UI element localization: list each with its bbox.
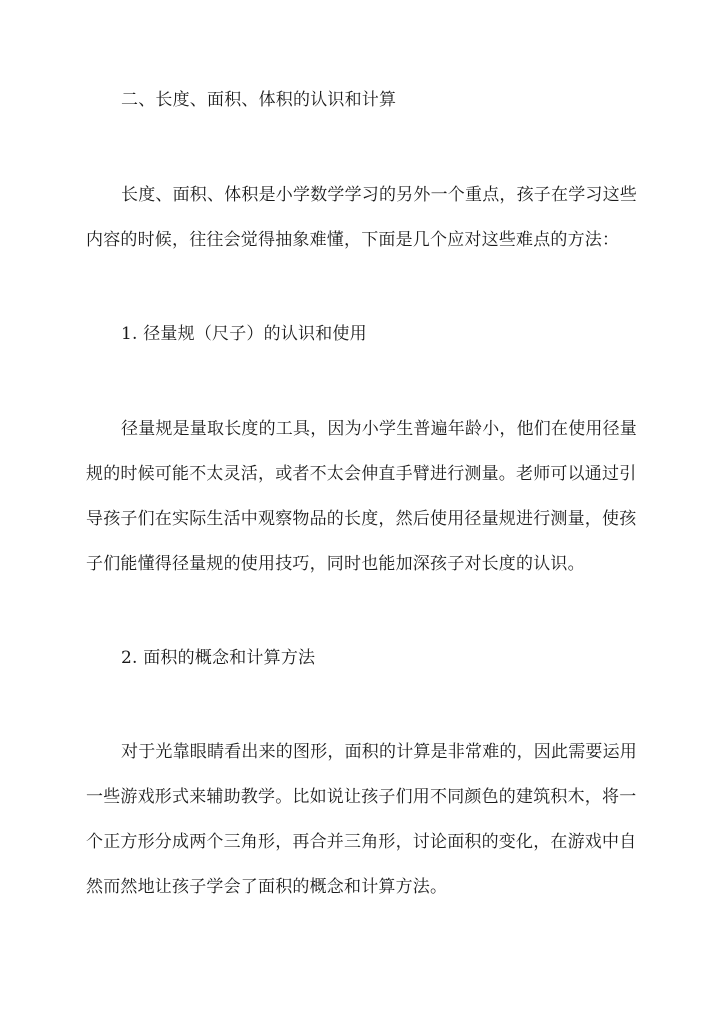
section-heading: 二、长度、面积、体积的认识和计算 xyxy=(121,90,397,110)
paragraph-line: 导孩子们在实际生活中观察物品的长度，然后使用径量规进行测量，使孩 xyxy=(86,509,637,529)
paragraph-line: 然而然地让孩子学会了面积的概念和计算方法。 xyxy=(86,877,448,897)
intro-line: 长度、面积、体积是小学数学学习的另外一个重点，孩子在学习这些 xyxy=(121,185,637,205)
intro-line: 内容的时候，往往会觉得抽象难懂，下面是几个应对这些难点的方法： xyxy=(86,230,620,250)
subsection-heading: 1. 径量规（尺子）的认识和使用 xyxy=(121,324,367,344)
paragraph-line: 个正方形分成两个三角形，再合并三角形，讨论面积的变化，在游戏中自 xyxy=(86,832,637,852)
paragraph-line: 对于光靠眼睛看出来的图形，面积的计算是非常难的，因此需要运用 xyxy=(121,742,637,762)
paragraph-line: 一些游戏形式来辅助教学。比如说让孩子们用不同颜色的建筑积木，将一 xyxy=(86,787,637,807)
paragraph-line: 子们能懂得径量规的使用技巧，同时也能加深孩子对长度的认识。 xyxy=(86,554,585,574)
paragraph-line: 规的时候可能不太灵活，或者不太会伸直手臂进行测量。老师可以通过引 xyxy=(86,464,637,484)
paragraph-line: 径量规是量取长度的工具，因为小学生普遍年龄小，他们在使用径量 xyxy=(121,419,637,439)
subsection-heading: 2. 面积的概念和计算方法 xyxy=(121,648,316,668)
